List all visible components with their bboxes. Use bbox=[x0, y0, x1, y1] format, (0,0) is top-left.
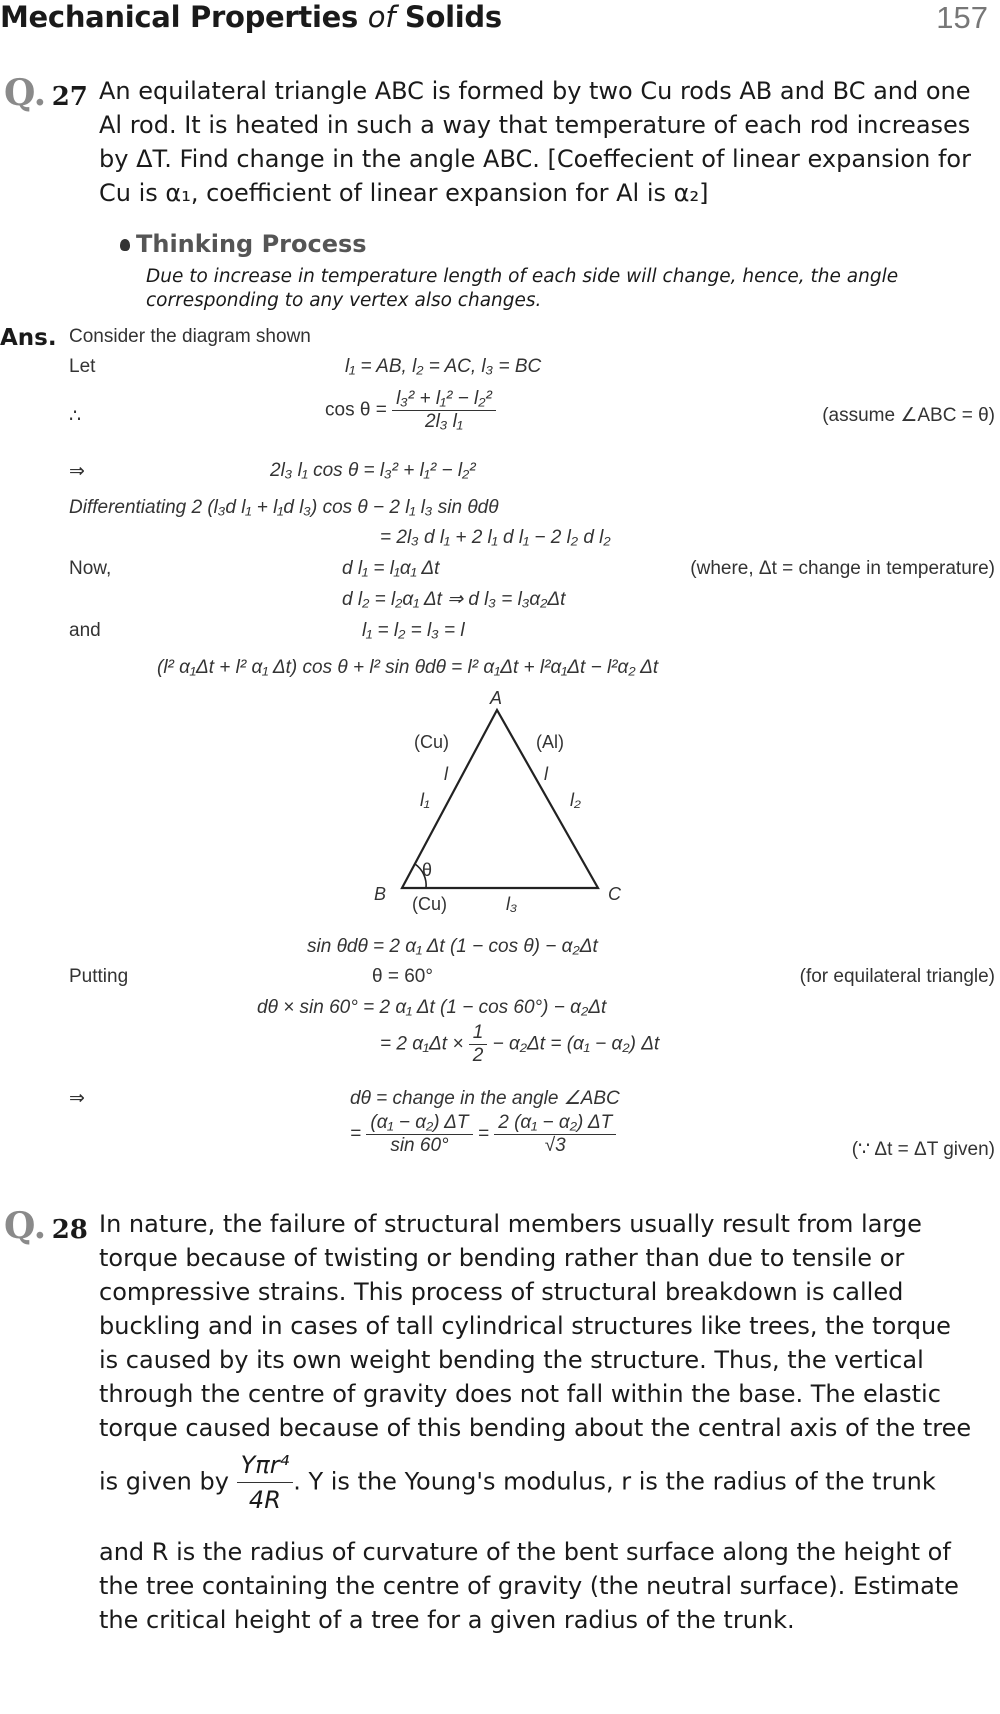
theta-60: θ = 60° bbox=[372, 966, 433, 987]
fraction-1 bbox=[366, 1112, 472, 1157]
question-28-text bbox=[99, 1207, 1000, 1445]
fraction-1-num: (α₁ − α₂) ΔT bbox=[366, 1112, 472, 1135]
side-ab-length: l bbox=[444, 764, 448, 784]
q28-line: torque because of twisting or bending rather than due to tensile or bbox=[99, 1244, 905, 1272]
cos-equation bbox=[325, 388, 496, 433]
expanded-equation: (l² α₁Δt + l² α₁ Δt) cos θ + l² sin θdθ = l² α₁Δt + l²α₁Δt − l²α₂ Δt bbox=[157, 657, 659, 678]
q27-line: Cu is α₁, coefficient of linear expansion for Al is α₂] bbox=[99, 179, 709, 207]
q27-line: by ΔT. Find change in the angle ABC. [Coeffecient of linear expansion for bbox=[99, 145, 971, 173]
q28-line: through the centre of gravity does not fall within the base. The elastic bbox=[99, 1380, 941, 1408]
q28-formula-line bbox=[99, 1448, 1000, 1517]
fraction-2-den: √3 bbox=[544, 1135, 566, 1156]
given-note: (∵ Δt = ΔT given) bbox=[851, 1139, 995, 1160]
q28-line: buckling and in cases of tall cylindrical structures like trees, the torque bbox=[99, 1312, 951, 1340]
q28-line: compressive strains. This process of structural breakdown is called bbox=[99, 1278, 904, 1306]
implies-symbol: ⇒ bbox=[69, 461, 85, 482]
q28-line: In nature, the failure of structural members usually result from large bbox=[99, 1210, 922, 1238]
page-header-title: Mechanical Properties of Solids bbox=[0, 0, 502, 34]
half-denominator: 2 bbox=[472, 1045, 484, 1066]
implies-symbol-2: ⇒ bbox=[69, 1088, 85, 1109]
now-equation: d l₁ = l₁α₁ Δt bbox=[342, 558, 440, 579]
torque-denominator: 4R bbox=[248, 1486, 281, 1514]
equilateral-note: (for equilateral triangle) bbox=[799, 966, 995, 987]
fraction-2 bbox=[494, 1112, 616, 1157]
question-27-text bbox=[99, 74, 1000, 210]
l1-label: l₁ bbox=[420, 790, 430, 810]
thinking-process-text bbox=[146, 265, 898, 313]
q28-line: is caused by its own weight bending the structure. Thus, the vertical bbox=[99, 1346, 924, 1374]
half-fraction bbox=[469, 1022, 488, 1067]
q28-line: the critical height of a tree for a given radius of the trunk. bbox=[99, 1606, 795, 1634]
cos-lhs: cos θ = bbox=[325, 399, 387, 421]
l3-label: l₃ bbox=[506, 894, 518, 914]
bulb-icon bbox=[120, 239, 130, 251]
torque-numerator: Yπr⁴ bbox=[237, 1448, 294, 1483]
q27-line: Al rod. It is heated in such a way that temperature of each rod increases bbox=[99, 111, 971, 139]
q28-line: the tree containing the centre of gravity (the neutral surface). Estimate bbox=[99, 1572, 959, 1600]
half-numerator: 1 bbox=[469, 1022, 488, 1045]
ans-let-equation: l₁ = AB, l₂ = AC, l₃ = BC bbox=[345, 356, 542, 377]
answer-label: Ans. bbox=[0, 325, 57, 351]
side-bc-material: (Cu) bbox=[412, 894, 447, 914]
fraction-2-num: 2 (α₁ − α₂) ΔT bbox=[494, 1112, 616, 1135]
therefore-symbol: ∴ bbox=[69, 406, 82, 427]
and-equation: l₁ = l₂ = l₃ = l bbox=[362, 620, 465, 641]
side-ac-length: l bbox=[544, 764, 548, 784]
q27-line: An equilateral triangle ABC is formed by two Cu rods AB and BC and one bbox=[99, 77, 971, 105]
question-27-label: Q. 27 bbox=[4, 72, 88, 114]
young-modulus-text: . Y is the Young's modulus, r is the radius of the trunk bbox=[293, 1467, 936, 1496]
question-28-text-continued bbox=[99, 1535, 1000, 1637]
theta-label: θ bbox=[422, 860, 433, 880]
thinking-line: corresponding to any vertex also changes. bbox=[146, 290, 542, 311]
ans-let: Let bbox=[69, 356, 96, 377]
differentiating-result: = 2l₃ d l₁ + 2 l₁ d l₁ − 2 l₂ d l₂ bbox=[380, 527, 611, 548]
fraction-1-den: sin 60° bbox=[390, 1135, 449, 1156]
question-28-label: Q. 28 bbox=[4, 1205, 88, 1247]
q28-line: and R is the radius of curvature of the bent surface along the height of bbox=[99, 1538, 951, 1566]
equation-2: 2l₃ l₁ cos θ = l₃² + l₁² − l₂² bbox=[270, 460, 476, 481]
vertex-c-label: C bbox=[608, 884, 621, 904]
side-ab-material: (Cu) bbox=[414, 732, 449, 752]
putting-label: Putting bbox=[69, 966, 129, 987]
change-in-angle: dθ = change in the angle ∠ABC bbox=[350, 1088, 620, 1109]
dl2-equation: d l₂ = l₂α₁ Δt ⇒ d l₃ = l₃α₂Δt bbox=[342, 589, 566, 610]
dtheta-part-a: = 2 α₁Δt × bbox=[380, 1033, 464, 1055]
cos-denominator: 2l₃ l₁ bbox=[425, 411, 463, 432]
thinking-process-heading: Thinking Process bbox=[120, 230, 367, 258]
cos-fraction bbox=[392, 388, 496, 433]
final-result: = $\frac{\text{(α₁ − α₂) ΔT}}{\sin 60^\circ}$ = $\frac{\text{2 (α₁ − α₂) ΔT}}{√3}$ bbox=[350, 1112, 616, 1157]
now-label: Now, bbox=[69, 558, 112, 579]
cos-numerator: l₃² + l₁² − l₂² bbox=[392, 388, 496, 411]
vertex-a-label: A bbox=[490, 688, 503, 708]
dtheta-equation: dθ × sin 60° = 2 α₁ Δt (1 − cos 60°) − α₂Δt bbox=[257, 997, 607, 1018]
dtheta-result bbox=[380, 1022, 659, 1067]
where-note: (where, Δt = change in temperature) bbox=[690, 558, 995, 579]
q28-line: torque caused because of this bending about the central axis of the tree bbox=[99, 1414, 972, 1442]
l2-label: l₂ bbox=[570, 790, 581, 810]
differentiating-line: Differentiating 2 (l₃d l₁ + l₁d l₃) cos θ − 2 l₁ l₃ sin θdθ bbox=[69, 497, 499, 518]
and-label: and bbox=[69, 620, 101, 641]
torque-fraction bbox=[237, 1448, 294, 1517]
vertex-b-label: B bbox=[374, 884, 387, 904]
ans-intro: Consider the diagram shown bbox=[69, 326, 311, 347]
side-ac-material: (Al) bbox=[536, 732, 564, 752]
dtheta-part-b: − α₂Δt = (α₁ − α₂) Δt bbox=[492, 1033, 660, 1055]
assume-note: (assume ∠ABC = θ) bbox=[822, 405, 995, 426]
page-number: 157 bbox=[936, 0, 988, 35]
triangle-diagram bbox=[360, 688, 660, 928]
given-by-text: is given by bbox=[99, 1467, 229, 1496]
thinking-line: Due to increase in temperature length of each side will change, hence, the angle bbox=[146, 266, 899, 287]
sin-equation: sin θdθ = 2 α₁ Δt (1 − cos θ) − α₂Δt bbox=[307, 936, 598, 957]
